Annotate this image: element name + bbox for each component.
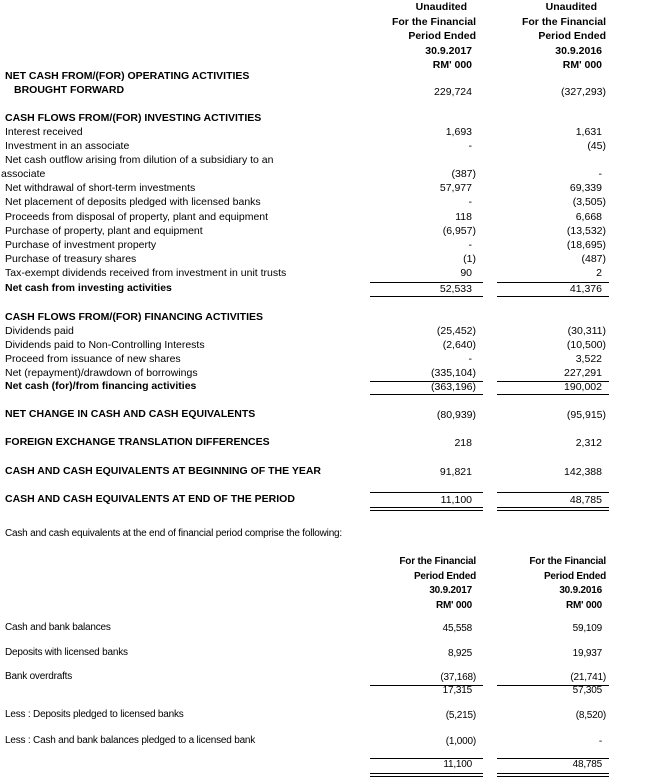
financing-row-value-2017: (335,104) <box>431 367 476 379</box>
header-line: For the Financial <box>391 15 476 28</box>
investing-row-label: Net placement of deposits pledged with licensed banks <box>5 196 261 208</box>
header-line: Unaudited <box>415 1 467 13</box>
financing-row-label: Dividends paid <box>5 325 74 337</box>
investing-row-value-2017: (387) <box>451 168 476 180</box>
investing-row-value-2016: (18,695) <box>566 239 606 251</box>
investing-row-value-2017: - <box>468 239 472 251</box>
composition-total-2017: 11,100 <box>443 759 472 770</box>
composition-less-label: Less : Cash and bank balances pledged to a licensed bank <box>5 735 256 746</box>
total-rule <box>370 296 483 297</box>
investing-row-value-2017: - <box>468 140 472 152</box>
investing-row-value-2016: 6,668 <box>575 211 602 223</box>
header-line: 30.9.2017 <box>429 585 472 596</box>
investing-row-value-2017: - <box>468 196 472 208</box>
investing-row-label: Net cash outflow arising from dilution of a subsidiary to an <box>5 154 274 166</box>
operating-value-2016: (327,293) <box>561 86 606 98</box>
investing-row-label: Proceeds from disposal of property, plant and equipment <box>5 211 269 223</box>
investing-row-label: Interest received <box>5 126 83 138</box>
header-line: Unaudited <box>545 1 597 13</box>
composition-less-value-2016: - <box>598 736 602 747</box>
beginning-balance-label: CASH AND CASH EQUIVALENTS AT BEGINNING OF THE YEAR <box>5 465 321 477</box>
operating-value-2017: 229,724 <box>434 86 472 98</box>
composition-subtotal-2016: 57,305 <box>572 685 602 696</box>
financing-row-value-2017: (25,452) <box>436 325 476 337</box>
investing-row-value-2017: 57,977 <box>439 182 472 194</box>
header-line: Period Ended <box>538 30 606 42</box>
subtotal-rule <box>370 492 483 493</box>
net-change-2016: (95,915) <box>566 409 606 421</box>
double-total-rule <box>497 773 609 777</box>
header-line: RM' 000 <box>432 59 472 71</box>
double-total-rule <box>370 773 483 777</box>
composition-header-2017 <box>399 555 476 613</box>
operating-label-line2: BROUGHT FORWARD <box>14 84 125 96</box>
investing-row-label: Purchase of property, plant and equipment <box>5 225 203 237</box>
composition-row-value-2016: 19,937 <box>572 648 602 659</box>
header-line: 30.9.2017 <box>425 44 472 57</box>
column-header-2017 <box>392 0 476 73</box>
investing-row-value-2016: 69,339 <box>569 182 602 194</box>
financing-row-label: Proceed from issuance of new shares <box>5 353 181 365</box>
subtotal-rule <box>497 492 609 493</box>
composition-row-value-2016: (21,741) <box>570 672 606 683</box>
composition-row-value-2017: 8,925 <box>447 648 472 659</box>
double-total-rule <box>370 507 483 511</box>
financing-total-2016: 190,002 <box>564 381 602 393</box>
investing-row-label: Purchase of treasury shares <box>5 253 137 265</box>
investing-row-value-2017: 1,693 <box>445 126 472 138</box>
header-line: For the Financial <box>521 15 606 28</box>
composition-row-label: Bank overdrafts <box>5 671 73 682</box>
header-line: RM' 000 <box>436 599 472 611</box>
total-rule <box>497 394 609 395</box>
investing-row-value-2016: - <box>598 168 602 180</box>
fx-difference-2016: 2,312 <box>575 437 602 449</box>
double-total-rule <box>497 507 609 511</box>
financing-heading: CASH FLOWS FROM/(FOR) FINANCING ACTIVITIES <box>5 311 264 323</box>
header-line: For the Financial <box>529 556 606 567</box>
header-line: For the Financial <box>399 556 476 567</box>
fx-difference-2017: 218 <box>454 437 472 449</box>
net-change-label: NET CHANGE IN CASH AND CASH EQUIVALENTS <box>5 408 256 420</box>
financing-row-value-2016: (30,311) <box>567 325 606 337</box>
investing-row-value-2016: 2 <box>596 267 602 279</box>
composition-less-value-2017: (1,000) <box>445 736 476 747</box>
header-line: Period Ended <box>413 570 476 582</box>
composition-row-value-2016: 59,109 <box>572 623 602 634</box>
financing-row-value-2016: 227,291 <box>564 367 602 379</box>
investing-row-value-2016: (45) <box>587 140 606 152</box>
investing-row-label-cont: associate <box>1 168 46 180</box>
financing-row-value-2017: (2,640) <box>442 339 476 351</box>
investing-total-label: Net cash from investing activities <box>5 282 172 294</box>
financing-row-value-2017: - <box>468 353 472 365</box>
composition-less-value-2017: (5,215) <box>445 710 476 721</box>
financing-total-2017: (363,196) <box>431 381 476 393</box>
investing-total-2016: 41,376 <box>569 283 602 295</box>
fx-difference-label: FOREIGN EXCHANGE TRANSLATION DIFFERENCES <box>5 436 270 448</box>
financing-row-label: Net (repayment)/drawdown of borrowings <box>5 367 198 379</box>
investing-row-value-2016: (487) <box>581 253 606 265</box>
header-line: Period Ended <box>408 30 476 42</box>
ending-balance-label: CASH AND CASH EQUIVALENTS AT END OF THE PERIOD <box>5 493 295 505</box>
header-line: Period Ended <box>543 570 606 582</box>
total-rule <box>370 394 483 395</box>
operating-label: NET CASH FROM/(FOR) OPERATING ACTIVITIES <box>5 70 250 82</box>
investing-row-label: Purchase of investment property <box>5 239 157 251</box>
header-line: RM' 000 <box>562 59 602 71</box>
composition-header-2016 <box>529 555 606 613</box>
beginning-balance-2016: 142,388 <box>564 466 602 478</box>
financing-row-label: Dividends paid to Non-Controlling Interests <box>5 339 205 351</box>
investing-row-value-2017: 90 <box>460 267 472 279</box>
investing-total-2017: 52,533 <box>439 283 472 295</box>
composition-less-value-2016: (8,520) <box>575 710 606 721</box>
beginning-balance-2017: 91,821 <box>439 466 472 478</box>
financing-row-value-2016: (10,500) <box>566 339 606 351</box>
investing-row-value-2017: (1) <box>463 253 476 265</box>
investing-row-label: Net withdrawal of short-term investments <box>5 182 196 194</box>
header-line: RM' 000 <box>566 599 602 611</box>
investing-row-value-2016: 1,631 <box>575 126 602 138</box>
investing-row-value-2017: 118 <box>455 211 472 223</box>
composition-row-value-2017: 45,558 <box>442 623 472 634</box>
investing-row-value-2016: (13,532) <box>566 225 606 237</box>
composition-intro: Cash and cash equivalents at the end of financial period comprise the following: <box>5 528 342 539</box>
investing-row-label: Tax-exempt dividends received from investment in unit trusts <box>5 267 287 279</box>
composition-row-label: Deposits with licensed banks <box>5 647 128 658</box>
header-line: 30.9.2016 <box>555 44 602 57</box>
composition-total-2016: 48,785 <box>572 759 602 770</box>
composition-row-value-2017: (37,168) <box>440 672 476 683</box>
composition-row-label: Cash and bank balances <box>5 622 111 633</box>
total-rule <box>497 296 609 297</box>
column-header-2016 <box>522 0 606 73</box>
financing-row-value-2016: 3,522 <box>575 353 602 365</box>
financing-total-label: Net cash (for)/from financing activities <box>5 380 197 392</box>
ending-balance-2017: 11,100 <box>440 494 472 506</box>
composition-subtotal-2017: 17,315 <box>442 685 472 696</box>
composition-less-label: Less : Deposits pledged to licensed banks <box>5 709 184 720</box>
investing-heading: CASH FLOWS FROM/(FOR) INVESTING ACTIVITIES <box>5 112 262 124</box>
investing-row-value-2017: (6,957) <box>442 225 476 237</box>
header-line: 30.9.2016 <box>559 585 602 596</box>
net-change-2017: (80,939) <box>436 409 476 421</box>
investing-row-value-2016: (3,505) <box>572 196 606 208</box>
investing-row-label: Investment in an associate <box>5 140 130 152</box>
ending-balance-2016: 48,785 <box>569 494 602 506</box>
